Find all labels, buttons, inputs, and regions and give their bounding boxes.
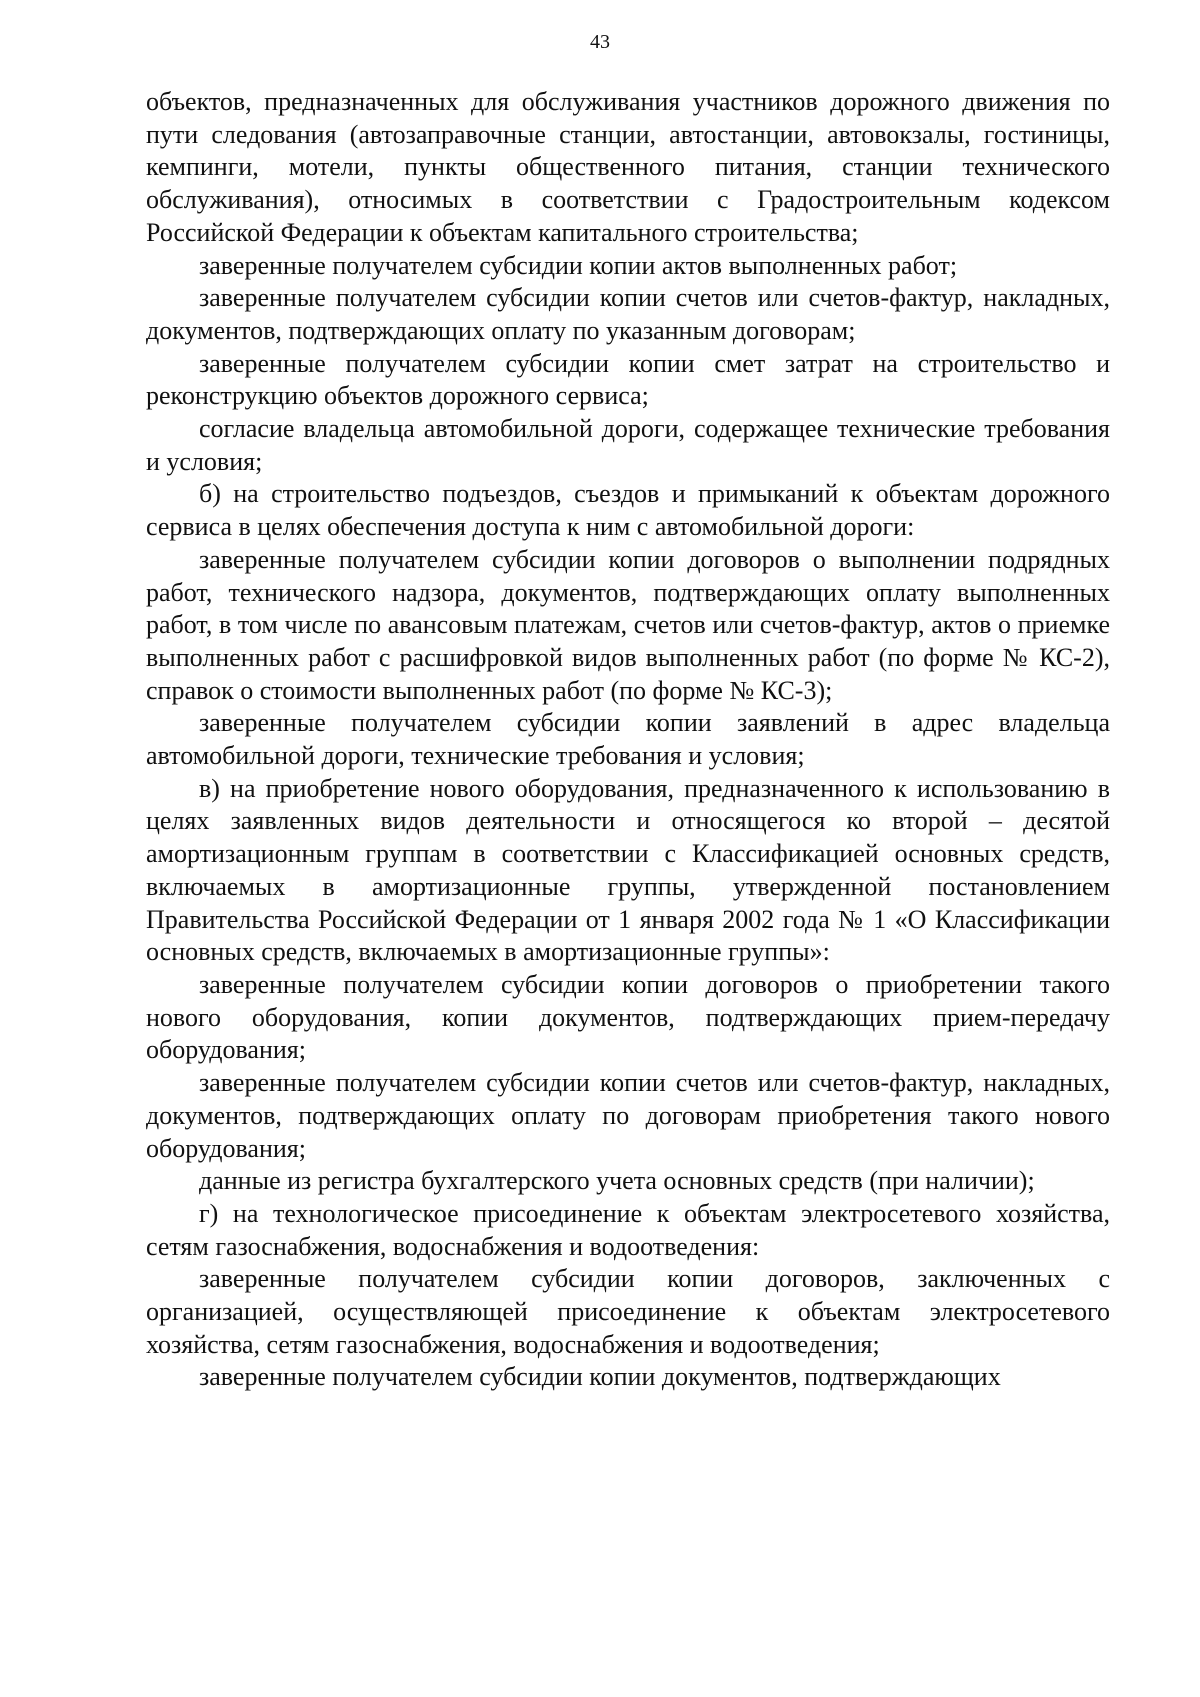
paragraph: заверенные получателем субсидии копии договоров, заключенных с организацией, осуществляющей присоединение к объектам электросетевого хозяйства, сетям газоснабжения, водоснабжения и водоотведения;: [146, 1264, 1110, 1359]
paragraph: данные из регистра бухгалтерского учета основных средств (при наличии);: [199, 1166, 1035, 1196]
paragraph: заверенные получателем субсидии копии счетов или счетов-фактур, накладных, документов, подтверждающих оплату по договорам приобретения такого нового оборудования;: [146, 1068, 1110, 1163]
paragraph: заверенные получателем субсидии копии заявлений в адрес владельца автомобильной дороги, технические требования и условия;: [146, 708, 1110, 771]
paragraph-subitem-g: г) на технологическое присоединение к объектам электросетевого хозяйства, сетям газоснабжения, водоснабжения и водоотведения:: [146, 1198, 1110, 1261]
paragraph: заверенные получателем субсидии копии актов выполненных работ;: [199, 250, 958, 280]
page-number: 43: [590, 31, 610, 53]
paragraph-truncated: заверенные получателем субсидии копии документов, подтверждающих: [199, 1362, 1001, 1392]
paragraph: заверенные получателем субсидии копии счетов или счетов-фактур, накладных, документов, подтверждающих оплату по указанным договорам;: [146, 283, 1110, 345]
paragraph-subitem-v: в) на приобретение нового оборудования, предназначенного к использованию в целях заявленных видов деятельности и относящегося ко второй – десятой амортизационным группам в соответствии с Классификацией основных средств, включаемых в амортизационные группы, утвержденной постановлением Правительства Российской Федерации от 1 января 2002 года № 1 «О Классификации основных средств, включаемых в амортизационные группы»:: [146, 773, 1110, 967]
document-body: [146, 86, 1110, 1394]
paragraph-subitem-b: б) на строительство подъездов, съездов и примыканий к объектам дорожного сервиса в целях обеспечения доступа к ним с автомобильной дороги:: [146, 479, 1110, 542]
paragraph: заверенные получателем субсидии копии смет затрат на строительство и реконструкцию объектов дорожного сервиса;: [146, 348, 1110, 411]
paragraph-continuation: объектов, предназначенных для обслуживания участников дорожного движения по пути следования (автозаправочные станции, автостанции, автовокзалы, гостиницы, кемпинги, мотели, пункты общественного питания, станции технического обслуживания), относимых в соответствии с Градостроительным кодексом Российской Федерации к объектам капитального строительства;: [146, 87, 1110, 247]
paragraph: заверенные получателем субсидии копии договоров о выполнении подрядных работ, технического надзора, документов, подтверждающих оплату выполненных работ, в том числе по авансовым платежам, счетов или счетов-фактур, актов о приемке выполненных работ с расшифровкой видов выполненных работ (по форме № КС-2), справок о стоимости выполненных работ (по форме № КС-3);: [146, 544, 1110, 705]
paragraph: заверенные получателем субсидии копии договоров о приобретении такого нового оборудования, копии документов, подтверждающих прием-передачу оборудования;: [146, 969, 1110, 1065]
paragraph: согласие владельца автомобильной дороги, содержащее технические требования и условия;: [146, 414, 1110, 476]
